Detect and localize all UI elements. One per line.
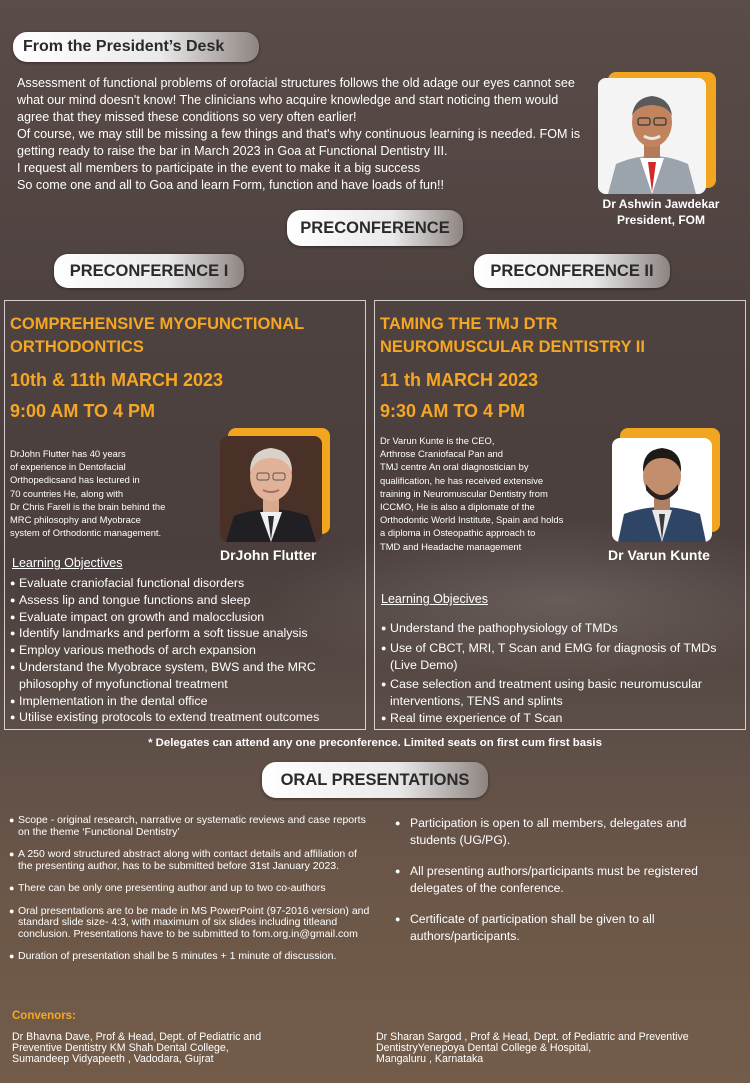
speaker-two-name: Dr Varun Kunte [608, 547, 710, 563]
president-paragraph: Of course, we may still be missing a few things and that's why continuous learning is needed. FOM is getting ready to raise the bar in March 2023 in Goa at Functional Dentistry III. [17, 127, 581, 158]
list-item: ● Utilise existing protocols to extend treatment outcomes [10, 709, 362, 726]
course-two-objectives [381, 620, 741, 727]
list-item: ● Understand the Myobrace system, BWS and the MRC philosophy of myofunctional treatment [10, 659, 319, 693]
preconference-note: * Delegates can attend any one preconference. Limited seats on first cum first basis [148, 737, 602, 749]
speaker-one-name: DrJohn Flutter [220, 547, 317, 563]
oral-presentations-heading: ORAL PRESENTATIONS [262, 762, 488, 798]
course-two-objectives-title: Learning Objecives [381, 592, 489, 606]
course-one-title: COMPREHENSIVE MYOFUNCTIONAL ORTHODONTICS [10, 315, 305, 356]
course-two-date: 11 th MARCH 2023 [380, 370, 539, 390]
list-item: ● Evaluate impact on growth and malocclusion [10, 609, 362, 626]
convenor-left: Dr Bhavna Dave, Prof & Head, Dept. of Pediatric and Preventive Dentistry KM Shah Dental College, Sumandeep Vidyapeeth , Vadodara, Gujrat [12, 1031, 262, 1065]
president-paragraph: So come one and all to Goa and learn Form, function and have loads of fun!! [17, 178, 445, 192]
president-photo [598, 72, 716, 194]
president-message [17, 75, 587, 194]
list-item: ● Duration of presentation shall be 5 minutes + 1 minute of discussion. [9, 951, 371, 963]
list-item: ● Use of CBCT, MRI, T Scan and EMG for diagnosis of TMDs (Live Demo) [381, 640, 741, 674]
list-item: ● Identify landmarks and perform a soft tissue analysis [10, 625, 362, 642]
speaker-one-photo [220, 428, 330, 542]
speaker-one-bio: DrJohn Flutter has 40 years of experience in Dentofacial Orthopedicsand has lectured in 70 countries He, along with Dr Chris Farell is the brain behind the MRC philosophy and Myobrace system of Orthodontic management. [10, 448, 166, 539]
president-role: President, FOM [616, 213, 705, 227]
preconference-one-label: PRECONFERENCE I [54, 254, 244, 288]
course-one-date: 10th & 11th MARCH 2023 [10, 370, 224, 390]
list-item: ● A 250 word structured abstract along with contact details and affiliation of the presenting author, has to be submitted before 31st January 2023. [9, 849, 371, 872]
list-item: ● Evaluate craniofacial functional disorders [10, 575, 362, 592]
course-two-time: 9:30 AM TO 4 PM [380, 401, 526, 421]
list-item: ● Implementation in the dental office [10, 693, 362, 710]
list-item: ● Real time experience of T Scan [381, 710, 741, 727]
list-item: ● All presenting authors/participants must be registered delegates of the conference. [395, 863, 735, 897]
president-paragraph: I request all members to participate in the event to make it a big success [17, 161, 421, 175]
list-item: ● Understand the pathophysiology of TMDs [381, 620, 741, 637]
list-item: ● Oral presentations are to be made in MS PowerPoint (97-2016 version) and standard slide size- 4:3, with maximum of six slides including titleand conclusion. Presentations have to be submitted to fom.org.in@gmail.com [9, 906, 371, 941]
oral-right-list [395, 815, 735, 959]
president-heading: From the President’s Desk [13, 32, 259, 62]
list-item: ● Participation is open to all members, delegates and students (UG/PG). [395, 815, 735, 849]
preconference-label: PRECONFERENCE [287, 210, 463, 246]
list-item: ● Employ various methods of arch expansion [10, 642, 362, 659]
speaker-two-bio: Dr Varun Kunte is the CEO, Arthrose Craniofacal Pan and TMJ centre An oral diagnostician by qualification, he has received extensive training in Neuromuscular Dentistry from ICCMO, He is also a diplomate of the Orthodontic World Institute, Spain and holds a diploma in Osteopathic approach to TMD and Headache management [380, 435, 564, 552]
president-name: Dr Ashwin Jawdekar [602, 197, 720, 211]
course-one-objectives-title: Learning Objectives [12, 556, 123, 570]
list-item: ● Assess lip and tongue functions and sleep [10, 592, 362, 609]
course-one-objectives [10, 575, 362, 726]
list-item: ● There can be only one presenting author and up to two co-authors [9, 883, 371, 895]
list-item: ● Case selection and treatment using basic neuromuscular interventions, TENS and splints [381, 676, 741, 710]
list-item: ● Scope - original research, narrative or systematic reviews and case reports on the theme ‘Functional Dentistry’ [9, 815, 371, 838]
oral-left-list [9, 815, 371, 974]
convenors-title: Convenors: [12, 1010, 76, 1022]
convenor-right: Dr Sharan Sargod , Prof & Head, Dept. of Pediatric and Preventive DentistryYenepoya Dental College & Hospital, Mangaluru , Karnataka [376, 1031, 689, 1065]
speaker-two-photo [612, 428, 720, 542]
course-two-title: TAMING THE TMJ DTR NEUROMUSCULAR DENTISTRY II [380, 315, 645, 356]
president-paragraph: Assessment of functional problems of orofacial structures follows the old adage our eyes cannot see what our mind doesn't know! The clinicians who acquire knowledge and start noticing them would agree that they missed these conditions so very often earlier! [17, 76, 575, 124]
preconference-two-label: PRECONFERENCE II [474, 254, 670, 288]
list-item: ● Certificate of participation shall be given to all authors/participants. [395, 911, 735, 945]
course-one-time: 9:00 AM TO 4 PM [10, 401, 156, 421]
